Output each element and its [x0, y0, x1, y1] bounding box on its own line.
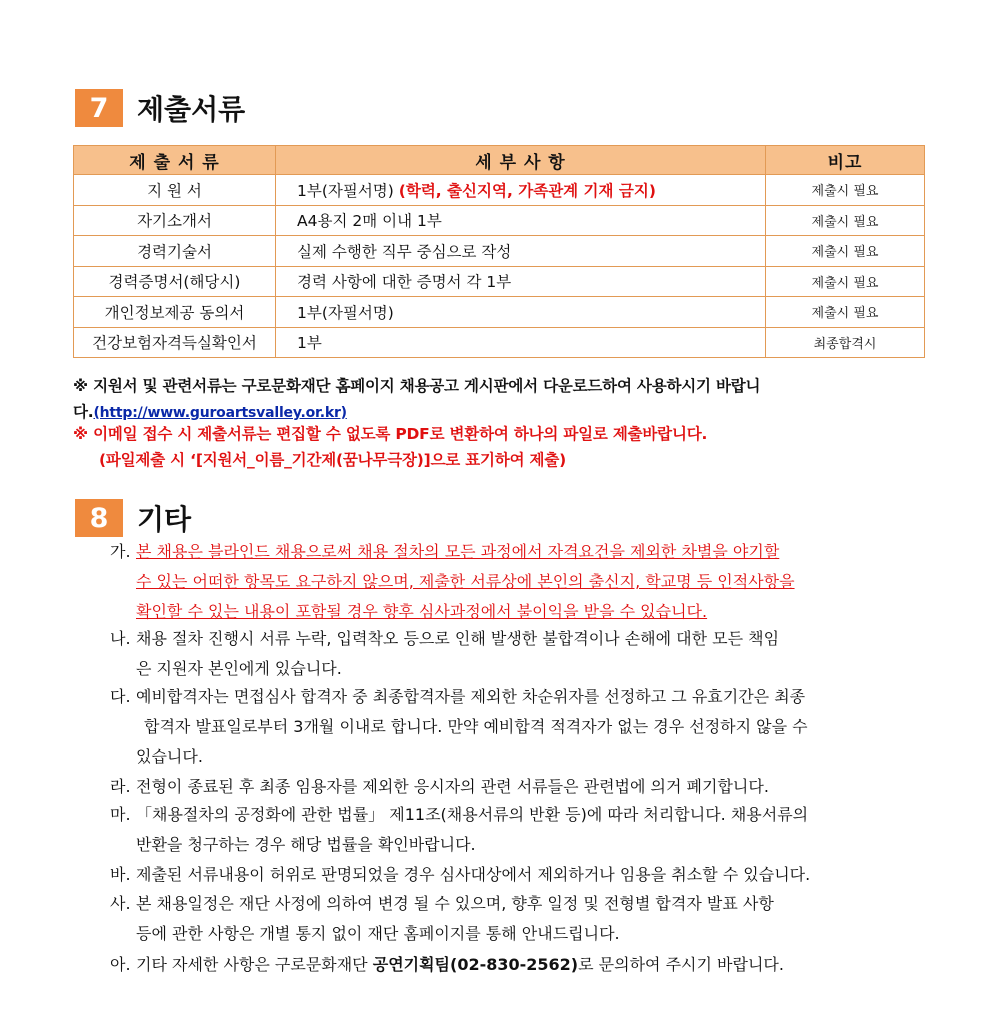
- column-header: 제 출 서 류: [74, 146, 276, 175]
- list-item: [110, 624, 928, 684]
- item-line: 수 있는 어떠한 항목도 요구하지 않으며, 제출한 서류상에 본인의 출신지, 학교명 등 인적사항을: [136, 572, 795, 591]
- document-name: 건강보험자격득실확인서: [74, 327, 276, 358]
- document-name: 경력기술서: [74, 236, 276, 267]
- section-number: 7: [75, 89, 123, 127]
- document-detail: 실제 수행한 직무 중심으로 작성: [276, 236, 766, 267]
- document-note: 제출시 필요: [766, 175, 925, 206]
- note-text: ※ 이메일 접수 시 제출서류는 편집할 수 없도록 PDF로 변환하여 하나의 파일로 제출바랍니다.: [73, 425, 708, 443]
- item-line: 제출된 서류내용이 허위로 판명되었을 경우 심사대상에서 제외하거나 임용을 취소할 수 있습니다.: [136, 865, 811, 884]
- document-note: 제출시 필요: [766, 297, 925, 328]
- item-line: 「채용절차의 공정화에 관한 법률」 제11조(채용서류의 반환 등)에 따라 처리합니다. 채용서류의: [136, 805, 809, 824]
- document-detail: 1부(자필서명): [276, 297, 766, 328]
- document-detail: 경력 사항에 대한 증명서 각 1부: [276, 266, 766, 297]
- item-text: 기타 자세한 사항은 구로문화재단: [136, 955, 373, 974]
- document-note: 제출시 필요: [766, 205, 925, 236]
- submission-documents-table: [73, 145, 925, 358]
- list-item: [110, 860, 928, 890]
- table-header-row: [74, 146, 925, 175]
- list-item: [110, 800, 928, 860]
- detail-text: 1부(자필서명): [297, 181, 394, 200]
- document-note: 제출시 필요: [766, 236, 925, 267]
- list-item: [110, 889, 928, 949]
- table-row: [74, 175, 925, 206]
- section-8-header: [75, 498, 191, 538]
- item-line: 은 지원자 본인에게 있습니다.: [136, 659, 342, 678]
- section-title: 제출서류: [137, 93, 246, 126]
- note-text: ※ 지원서 및 관련서류는 구로문화재단 홈페이지 채용공고 게시판에서 다운로드하여 사용하시기 바랍니: [73, 377, 761, 395]
- download-note: [73, 373, 925, 426]
- document-detail: 1부: [276, 327, 766, 358]
- section-7-header: [75, 88, 245, 128]
- item-marker: 마.: [110, 805, 131, 824]
- note-text: (파일제출 시 ‘[지원서_이름_기간제(꿈나무극장)]으로 표기하여 제출): [99, 451, 566, 469]
- section-number: 8: [75, 499, 123, 537]
- item-marker: 아.: [110, 955, 131, 974]
- detail-warning: (학력, 출신지역, 가족관계 기재 금지): [398, 181, 656, 200]
- email-note: [73, 421, 925, 473]
- document-name: 자기소개서: [74, 205, 276, 236]
- item-marker: 나.: [110, 629, 131, 648]
- table-row: [74, 205, 925, 236]
- item-line: 본 채용일정은 재단 사정에 의하여 변경 될 수 있으며, 향후 일정 및 전형별 합격자 발표 사항: [136, 894, 774, 913]
- item-line: 예비합격자는 면접심사 합격자 중 최종합격자를 제외한 차순위자를 선정하고 그 유효기간은 최종: [136, 687, 806, 706]
- item-line: 합격자 발표일로부터 3개월 이내로 합니다. 만약 예비합격 적격자가 없는 경우 선정하지 않을 수: [144, 717, 808, 736]
- homepage-link[interactable]: (http://www.guroartsvalley.or.kr): [93, 405, 347, 421]
- item-line: 채용 절차 진행시 서류 누락, 입력착오 등으로 인해 발생한 불합격이나 손해에 대한 모든 책임: [136, 629, 780, 648]
- item-line: [136, 950, 928, 980]
- list-item: [110, 772, 928, 802]
- table-row: [74, 327, 925, 358]
- table-row: [74, 236, 925, 267]
- section-title: 기타: [137, 503, 192, 536]
- list-item: [110, 950, 928, 980]
- document-name: 경력증명서(해당시): [74, 266, 276, 297]
- table-row: [74, 266, 925, 297]
- table-row: [74, 297, 925, 328]
- item-line: 있습니다.: [136, 747, 203, 766]
- contact-team: 공연기획팀(02-830-2562): [372, 955, 579, 974]
- document-note: 최종합격시: [766, 327, 925, 358]
- document-note: 제출시 필요: [766, 266, 925, 297]
- note-text: 다.: [73, 403, 94, 421]
- item-marker: 다.: [110, 687, 131, 706]
- item-line: 반환을 청구하는 경우 해당 법률을 확인바랍니다.: [136, 835, 476, 854]
- document-detail: [276, 175, 766, 206]
- column-header: 세 부 사 항: [276, 146, 766, 175]
- document-name: 지 원 서: [74, 175, 276, 206]
- document-detail: A4용지 2매 이내 1부: [276, 205, 766, 236]
- document-name: 개인정보제공 동의서: [74, 297, 276, 328]
- item-marker: 라.: [110, 777, 131, 796]
- item-text: 로 문의하여 주시기 바랍니다.: [578, 955, 784, 974]
- list-item: [110, 682, 928, 772]
- item-line: 본 채용은 블라인드 채용으로써 채용 절차의 모든 과정에서 자격요건을 제외한 차별을 야기할: [136, 542, 780, 561]
- item-line: 확인할 수 있는 내용이 포함될 경우 향후 심사과정에서 불이익을 받을 수 있습니다.: [136, 602, 708, 621]
- list-item: [110, 537, 928, 627]
- item-line: 전형이 종료된 후 최종 임용자를 제외한 응시자의 관련 서류들은 관련법에 의거 폐기합니다.: [136, 777, 769, 796]
- column-header: 비고: [766, 146, 925, 175]
- item-marker: 바.: [110, 865, 131, 884]
- item-marker: 사.: [110, 894, 131, 913]
- item-marker: 가.: [110, 542, 131, 561]
- item-line: 등에 관한 사항은 개별 통지 없이 재단 홈페이지를 통해 안내드립니다.: [136, 924, 620, 943]
